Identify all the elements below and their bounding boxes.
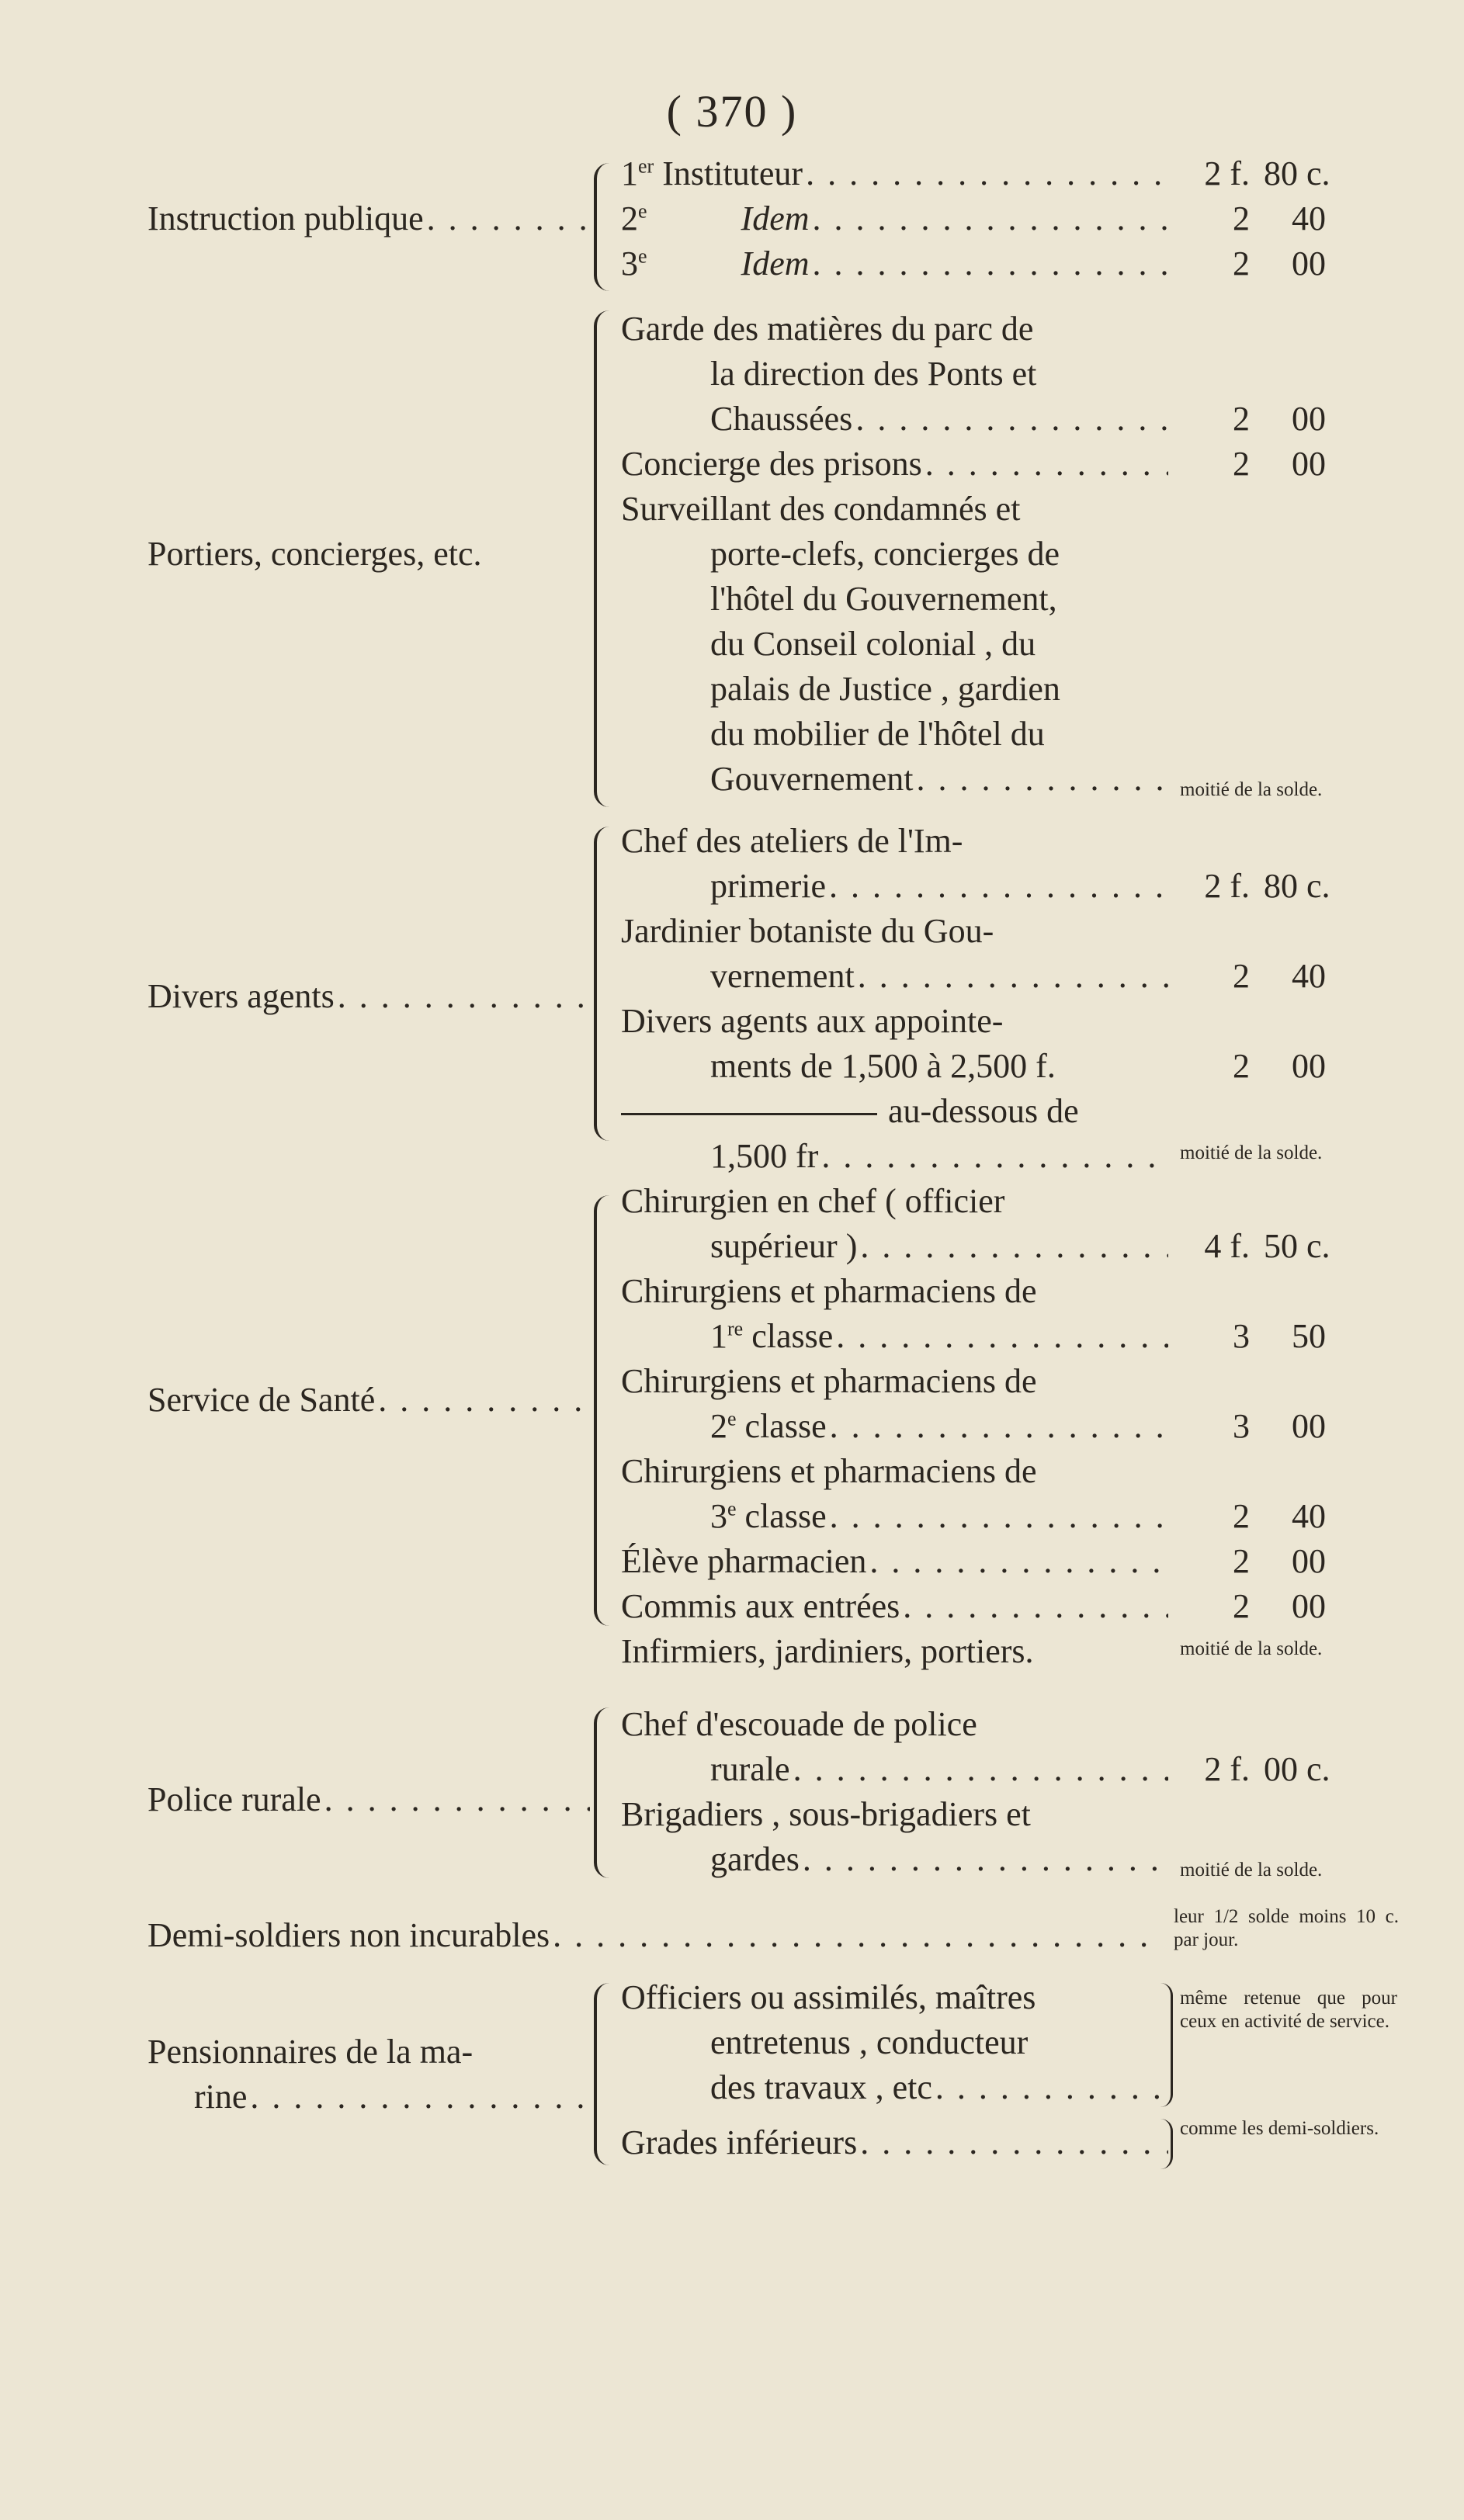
row-infirmiers: Infirmiers, jardiniers, portiers. (621, 1632, 1034, 1670)
value-eleve-pharmacien: 2 00 (1233, 1542, 1326, 1580)
brace-grades-right (1157, 2119, 1173, 2169)
value-chirurgiens-2e: 3 00 (1233, 1407, 1326, 1445)
value-jardinier: 2 40 (1233, 957, 1326, 995)
value-instituteur-2: 2 40 (1233, 199, 1326, 237)
brace-divers (594, 827, 617, 1141)
value-chef-escouade: 2 f. 00 c. (1204, 1750, 1330, 1788)
row-chirurgiens-3e: Chirurgiens et pharmaciens de 3e classe . . . (621, 1449, 1168, 1539)
value-concierge-prisons: 2 00 (1233, 445, 1326, 483)
brace-officiers-right (1157, 1983, 1173, 2107)
value-infirmiers: moitié de la solde. (1180, 1638, 1323, 1659)
value-officiers: même retenue que pour ceux en activité de service. (1180, 1988, 1397, 2032)
row-officiers: Officiers ou assimilés, maîtres entretenus , conducteur des travaux , etc . . . (621, 1975, 1168, 2110)
row-jardinier: Jardinier botaniste du Gou- vernement . . . (621, 909, 1168, 999)
page-number: ( 370 ) (666, 86, 798, 137)
row-commis-entrees: Commis aux entrées . . . (621, 1584, 1168, 1629)
brace-instruction (594, 163, 617, 291)
row-chef-ateliers: Chef des ateliers de l'Im- primerie . . . (621, 819, 1168, 909)
category-instruction-publique (147, 196, 590, 241)
row-chirurgiens-1re: Chirurgiens et pharmaciens de 1re classe . . . (621, 1269, 1168, 1359)
value-divers-appointements: 2 00 (1233, 1047, 1326, 1085)
category-service-sante: Service de Santé . . . (147, 1378, 590, 1423)
value-garde-matieres: 2 00 (1233, 400, 1326, 438)
row-brigadiers: Brigadiers , sous-brigadiers et gardes . . . (621, 1792, 1168, 1882)
row-eleve-pharmacien: Élève pharmacien . . . (621, 1539, 1168, 1584)
row-au-dessous: au-dessous de 1,500 fr . . . (621, 1089, 1168, 1179)
row-chirurgiens-2e: Chirurgiens et pharmaciens de 2e classe . . . (621, 1359, 1168, 1449)
row-concierge-prisons: Concierge des prisons . . . (621, 442, 1168, 487)
category-divers-agents: Divers agents . . . (147, 974, 590, 1019)
value-au-dessous: moitié de la solde. (1180, 1142, 1323, 1163)
value-chirurgiens-1re: 3 50 (1233, 1317, 1326, 1355)
category-pensionnaires: Pensionnaires de la ma- rine . . . (147, 2030, 590, 2120)
row-chef-escouade: Chef d'escouade de police rurale . . . (621, 1702, 1168, 1792)
row-divers-appointements: Divers agents aux appointe- ments de 1,500 à 2,500 f. (621, 1002, 1056, 1085)
category-label: Instruction publique (147, 199, 424, 237)
row-garde-matieres: Garde des matières du parc de la direction des Ponts et Chaussées . . . (621, 307, 1168, 442)
row-surveillant: Surveillant des condamnés et porte-clefs, concierges de l'hôtel du Gouvernement, du Conseil colonial , du palais de Justice , gardien du mobilier de l'hôtel du Gouvernement . . . (621, 487, 1168, 802)
category-police-rurale: Police rurale . . . (147, 1777, 590, 1822)
brace-sante (594, 1195, 617, 1626)
ditto-dash (621, 1113, 877, 1115)
row-instituteur-2: 2e Idem . . . (621, 196, 1168, 241)
brace-pensionnaires (594, 1983, 617, 2165)
value-brigadiers: moitié de la solde. (1180, 1860, 1323, 1880)
value-instituteur-3: 2 00 (1233, 244, 1326, 283)
brace-portiers (594, 310, 617, 807)
value-chef-ateliers: 2 f. 80 c. (1204, 867, 1330, 905)
category-portiers: Portiers, concierges, etc. (147, 535, 482, 573)
category-demi-soldiers: Demi-soldiers non incurables . . . (147, 1913, 1149, 1958)
brace-police (594, 1707, 617, 1878)
row-chirurgien-chef: Chirurgien en chef ( officier supérieur ) . . . (621, 1179, 1168, 1269)
row-instituteur-3: 3e Idem . . . (621, 241, 1168, 286)
value-instituteur-1: 2 f. 80 c. (1204, 154, 1330, 192)
value-grades-inferieurs: comme les demi-soldiers. (1180, 2118, 1379, 2139)
row-grades-inferieurs: Grades inférieurs . . . (621, 2120, 1168, 2165)
value-commis-entrees: 2 00 (1233, 1587, 1326, 1625)
value-chirurgiens-3e: 2 40 (1233, 1497, 1326, 1535)
value-chirurgien-chef: 4 f. 50 c. (1204, 1227, 1330, 1265)
row-instituteur-1: 1er Instituteur . . . (621, 151, 1168, 196)
value-demi-soldiers: leur 1/2 solde moins 10 c. par jour. (1174, 1906, 1399, 1950)
value-surveillant: moitié de la solde. (1180, 779, 1323, 800)
